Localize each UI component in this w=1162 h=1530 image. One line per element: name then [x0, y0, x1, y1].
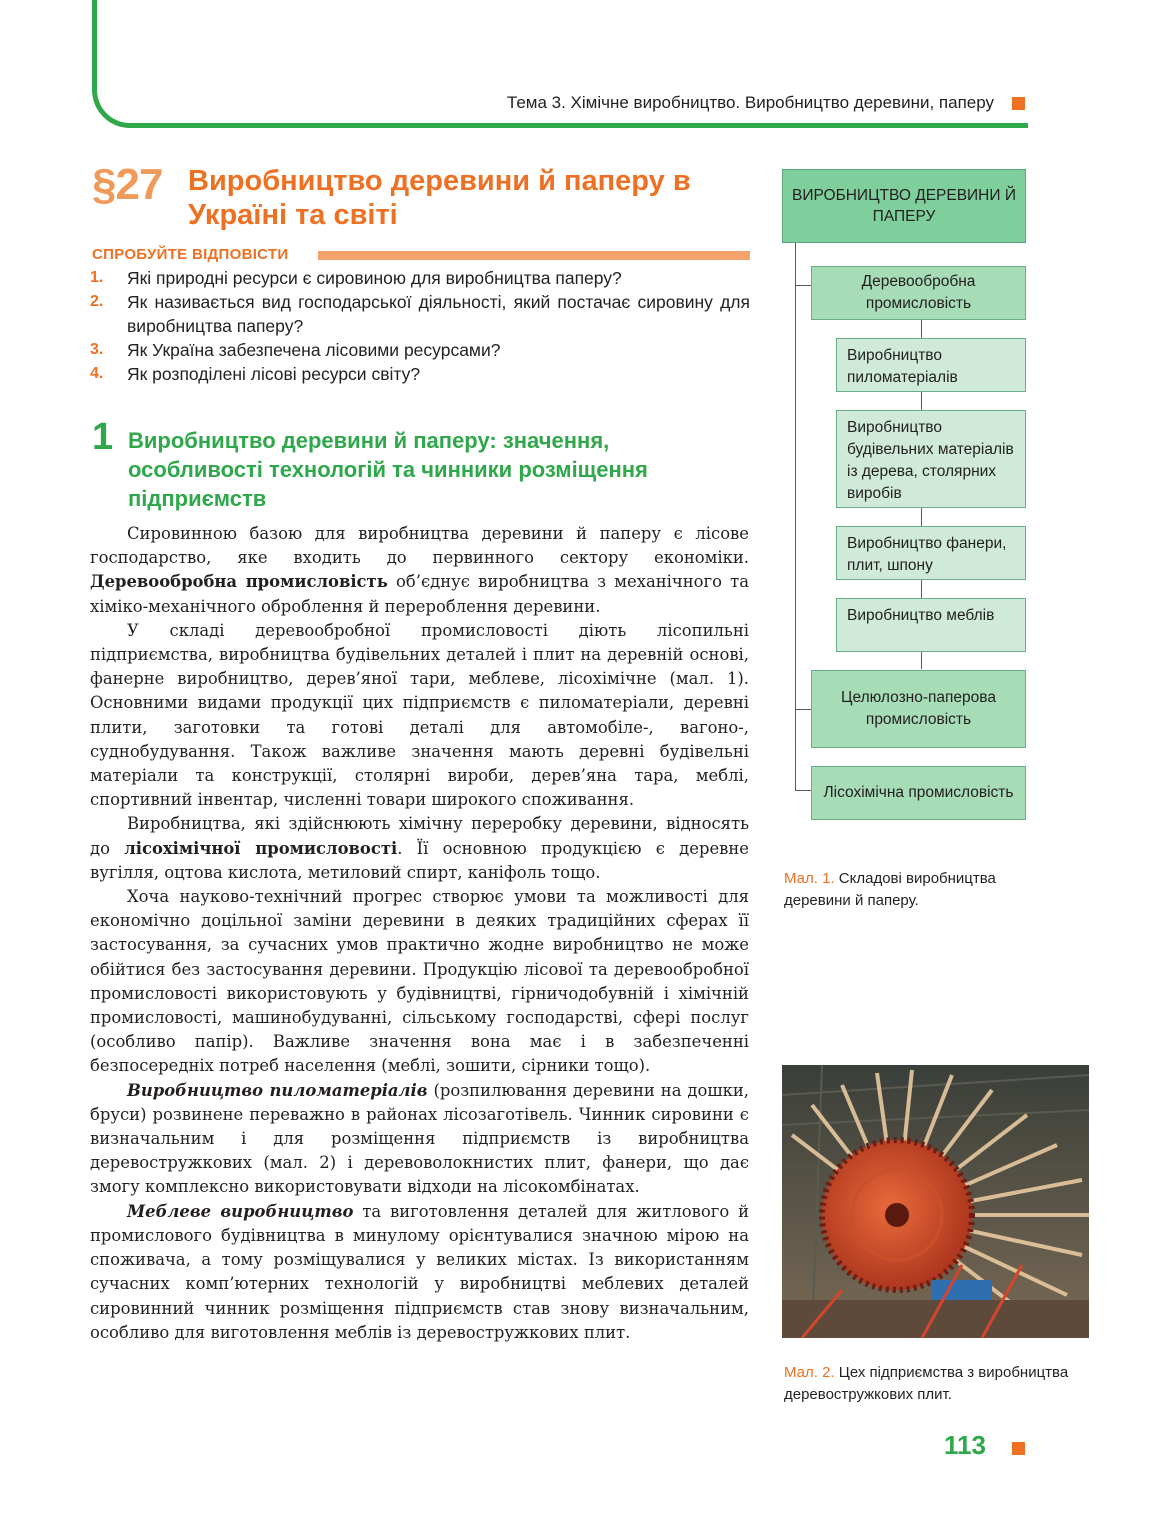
figure2-caption: [784, 1362, 1090, 1406]
section-number: 1: [92, 416, 114, 458]
term-bold-italic: Виробництво пиломатеріалів: [127, 1080, 428, 1100]
question-number: 3.: [90, 341, 104, 358]
diagram-box-woodworking: Деревообробна промисловість: [811, 266, 1026, 320]
diagram-box-pulp-paper: Целюлозно-паперова промисловість: [811, 670, 1026, 748]
figure2-text: Цех підприємства з виробництва деревостружкових плит.: [784, 1364, 1069, 1403]
question-text: Як називається вид господарської діяльності, який постачає сировину для виробництва паперу?: [127, 292, 750, 336]
text-run: Виробництва, які здійснюють хімічну переробку деревини, відносять до: [90, 814, 749, 858]
footer-square-icon: [1012, 1442, 1025, 1455]
question-text: Як розподілені лісові ресурси світу?: [127, 364, 421, 384]
question-text: Які природні ресурси є сировиною для виробництва паперу?: [127, 268, 622, 288]
question-number: 2.: [90, 293, 104, 310]
body-paragraph: [90, 522, 749, 619]
text-run: . Її основною продукцією є деревне вугілля, оцтова кислота, метиловий спирт, каніфоль тощо.: [90, 838, 750, 882]
paragraph-number: §27: [92, 160, 163, 209]
term-bold: Деревообробна промисловість: [90, 572, 388, 592]
text-run: та виготовлення деталей для житлового й промислового будівництва в минулому орієнтувалися значною мірою на споживача, а тому розміщувалися у великих містах. Із використанням сучасних комп’ютерних технологій у виробництві меблевих деталей сировинний чинник розміщення підприємств став знову визначальним, особливо для виготовлення меблів із деревостружкових плит.: [90, 1201, 750, 1342]
page-number: 113: [944, 1430, 986, 1460]
try-answer-label: СПРОБУЙТЕ ВІДПОВІСТИ: [92, 246, 289, 263]
question-number: 4.: [90, 365, 104, 382]
body-paragraph: [90, 812, 749, 885]
figure1-caption: [784, 868, 1054, 912]
question-number: 1.: [90, 269, 104, 286]
diagram-box-furniture: Виробництво меблів: [836, 598, 1026, 652]
page-frame-corner: [92, 62, 152, 128]
structure-diagram: [782, 169, 1028, 824]
running-header: Тема 3. Хімічне виробництво. Виробництво деревини, паперу: [506, 93, 994, 112]
term-bold-italic: Меблеве виробництво: [127, 1201, 354, 1221]
section-title: Виробництво деревини й паперу: значення, особливості технологій та чинники розміщення підприємств: [128, 428, 648, 511]
diagram-branch-line: [795, 709, 811, 710]
body-paragraph: Хоча науково-технічний прогрес створює умови та можливості для економічно доцільної заміни деревини в деяких традиційних сферах її застосування, за сучасних умов практично жодне виробництво не може обійтися без застосування деревини. Продукцію лісової та деревообробної промисловості використовують у будівництві, гірничодобувній і хімічній промисловості, машинобудуванні, сільському господарстві, сфері послуг (особливо папір). Важливе значення вона має і в забезпеченні безпосередніх потреб населення (меблі, зошити, сірники тощо).: [90, 887, 749, 1076]
question-item: [90, 338, 750, 362]
diagram-box-construction: Виробництво будівельних матеріалів із дерева, столярних виробів: [836, 410, 1026, 508]
paragraph-title: Виробництво деревини й паперу в Україні та світі: [188, 165, 691, 231]
page-frame-horizontal: [148, 123, 1028, 128]
text-run: Сировинною базою для виробництва деревини й паперу є лісове господарство, яке входить до первинного сектору економіки.: [90, 524, 749, 568]
diagram-box-lumber: Виробництво пиломатеріалів: [836, 338, 1026, 392]
diagram-box-plywood: Виробництво фанери, плит, шпону: [836, 526, 1026, 580]
text-run: об’єднує виробництва з механічного та хіміко-механічного оброблення й перероблення деревини.: [90, 572, 749, 616]
question-list: [90, 266, 750, 386]
figure2-label: Мал. 2.: [784, 1364, 835, 1381]
body-paragraph: [90, 1200, 749, 1345]
figure1-label: Мал. 1.: [784, 870, 835, 887]
body-paragraph: У складі деревообробної промисловості діють лісопильні підприємства, виробництва будівельних деталей і плит на деревній основі, фанерне виробництво, дерев’яної тари, меблеве, лісохімічне (мал. 1). Основними видами продукції цих підприємств є пиломатеріали, деревні плити, заготовки та готові деталі для автомобіле-, вагоно-, суднобудування. Також важливе значення мають деревні будівельні матеріали та конструкції, столярні вироби, дерев’яна тара, меблі, спортивний інвентар, численні товари широкого споживання.: [90, 620, 749, 810]
term-bold: лісохімічної промисловості: [124, 838, 398, 858]
try-answer-bar: [318, 251, 750, 260]
body-text: [90, 522, 749, 1345]
text-run: (розпилювання деревини на дошки, бруси) розвинене переважно в районах лісозаготівель. Чинник сировини є визначальним і для розміщення підприємств із виробництва деревостружкових (мал. 2) і деревоволокнистих плит, фанери, що дає змогу комплексно використовувати відходи на лісокомбінатах.: [90, 1080, 749, 1197]
diagram-box-wood-chemical: Лісохімічна промисловість: [811, 766, 1026, 820]
question-text: Як Україна забезпечена лісовими ресурсами?: [127, 340, 501, 360]
diagram-root-box: ВИРОБНИЦТВО ДЕРЕВИНИ Й ПАПЕРУ: [782, 169, 1026, 243]
diagram-branch-line: [795, 790, 811, 791]
diagram-branch-line: [795, 285, 811, 286]
question-item: [90, 266, 750, 290]
question-item: [90, 362, 750, 386]
question-item: [90, 290, 750, 338]
figure1-text: Складові виробництва деревини й паперу.: [784, 870, 996, 909]
header-square-icon: [1012, 97, 1025, 110]
factory-photo: [782, 1065, 1089, 1338]
body-paragraph: [90, 1079, 749, 1200]
